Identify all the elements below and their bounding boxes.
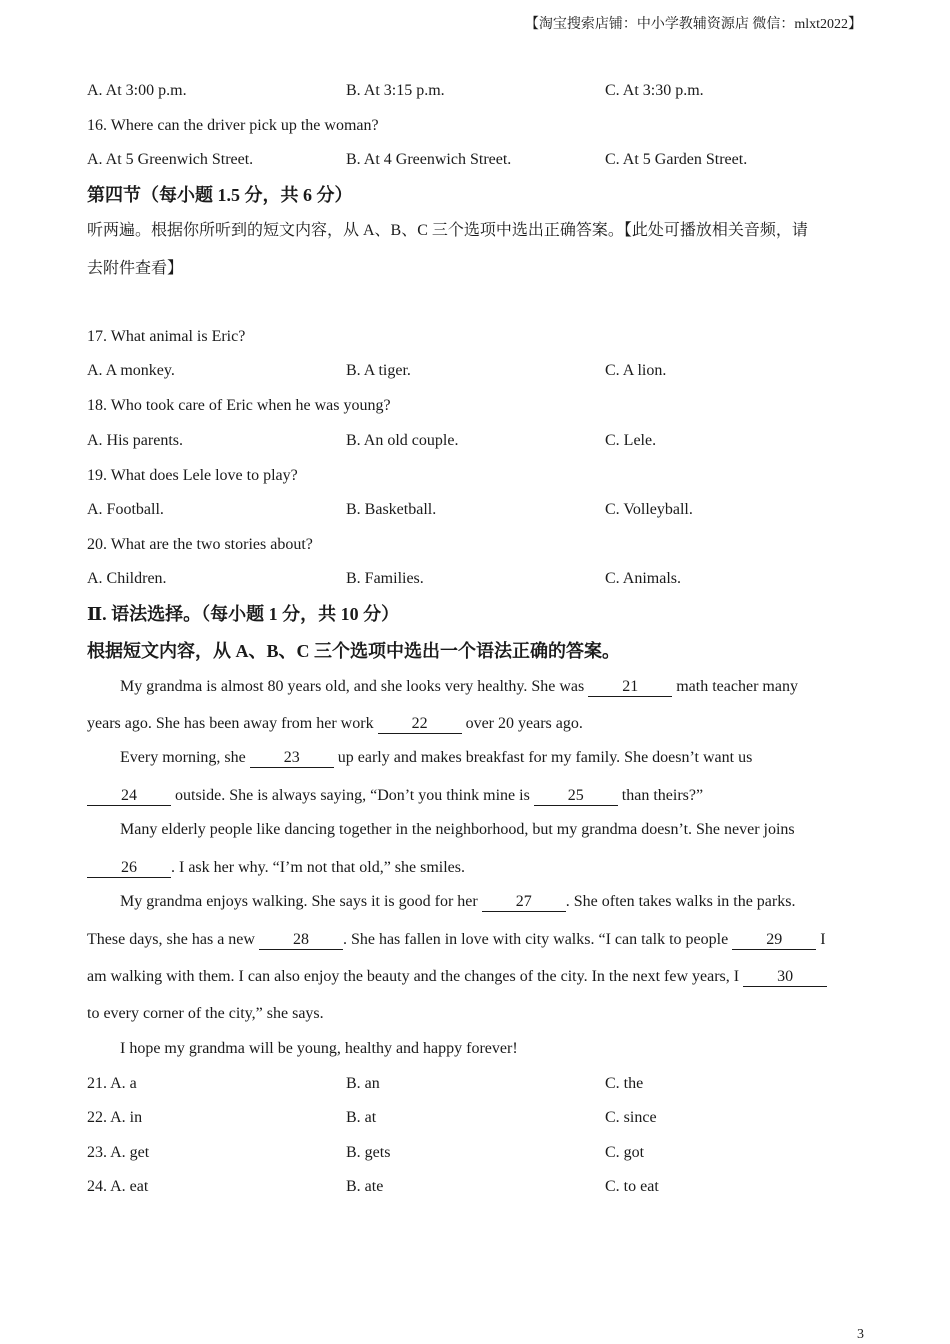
passage-line: [87, 786, 703, 806]
q23-option-c: C. got: [605, 1144, 645, 1161]
q20-option-c: C. Animals.: [605, 570, 682, 587]
passage-text: . She often takes walks in the parks.: [565, 893, 796, 910]
q18-option-b: B. An old couple.: [346, 432, 459, 449]
q17-option-c: C. A lion.: [605, 362, 667, 379]
q21-option-c: C. the: [605, 1075, 644, 1092]
passage-text: My grandma enjoys walking. She says it is good for her: [120, 893, 482, 910]
blank-27: 27: [482, 893, 566, 912]
blank-25: 25: [534, 787, 618, 806]
blank-30: 30: [743, 968, 827, 987]
blank-22: 22: [378, 715, 462, 734]
q22-option-a: 22. A. in: [87, 1109, 143, 1126]
passage-text: Every morning, she: [120, 749, 250, 766]
q15-option-b: B. At 3:15 p.m.: [346, 82, 445, 99]
header-note: 【淘宝搜索店铺：中小学教辅资源店 微信：mlxt2022】: [524, 17, 862, 32]
q24-option-b: B. ate: [346, 1178, 384, 1195]
blank-23: 23: [250, 749, 334, 768]
q20-option-a: A. Children.: [87, 570, 167, 587]
q15-option-c: C. At 3:30 p.m.: [605, 82, 704, 99]
passage-text: These days, she has a new: [87, 931, 259, 948]
page-number: 3: [857, 1327, 864, 1342]
passage-line: [87, 858, 465, 878]
q16-option-c: C. At 5 Garden Street.: [605, 151, 748, 168]
passage-text: am walking with them. I can also enjoy the beauty and the changes of the city. In the next few years, I: [87, 968, 744, 985]
passage-text: outside. She is always saying, “Don’t you think mine is: [171, 787, 534, 804]
blank-26: 26: [87, 859, 171, 878]
passage-text: to every corner of the city,” she says.: [87, 1005, 324, 1022]
passage-line: [120, 892, 795, 912]
q21-option-a: 21. A. a: [87, 1075, 137, 1092]
q23-option-a: 23. A. get: [87, 1144, 150, 1161]
passage-text: . I ask her why. “I’m not that old,” she smiles.: [171, 859, 466, 876]
q20-question: 20. What are the two stories about?: [87, 536, 313, 553]
passage-text: . She has fallen in love with city walks. “I can talk to people: [342, 931, 733, 948]
q15-option-a: A. At 3:00 p.m.: [87, 82, 187, 99]
passage-text: My grandma is almost 80 years old, and she looks very healthy. She was: [120, 678, 589, 695]
section4-instruction-line2: 去附件查看】: [87, 260, 184, 277]
q24-option-a: 24. A. eat: [87, 1178, 149, 1195]
q16-option-a: A. At 5 Greenwich Street.: [87, 151, 254, 168]
q22-option-b: B. at: [346, 1109, 377, 1126]
q19-option-c: C. Volleyball.: [605, 501, 693, 518]
passage-line: [120, 748, 752, 768]
q17-question: 17. What animal is Eric?: [87, 328, 246, 345]
passage-line: [87, 967, 827, 987]
blank-28: 28: [259, 931, 343, 950]
q23-option-b: B. gets: [346, 1144, 391, 1161]
q16-option-b: B. At 4 Greenwich Street.: [346, 151, 512, 168]
passage-text: up early and makes breakfast for my family. She doesn’t want us: [333, 749, 753, 766]
grammar-section-instruction: 根据短文内容，从 A、B、C 三个选项中选出一个语法正确的答案。: [87, 641, 621, 661]
blank-21: 21: [588, 678, 672, 697]
q19-question: 19. What does Lele love to play?: [87, 467, 298, 484]
passage-text: math teacher many: [672, 678, 798, 695]
passage-line: [87, 714, 583, 734]
q22-option-c: C. since: [605, 1109, 657, 1126]
passage-text: Many elderly people like dancing together in the neighborhood, but my grandma doesn’t. She never joins: [120, 821, 795, 838]
passage-text: over 20 years ago.: [461, 715, 583, 732]
section4-title: 第四节（每小题 1.5 分，共 6 分）: [87, 185, 353, 205]
passage-text: than theirs?”: [617, 787, 704, 804]
q21-option-b: B. an: [346, 1075, 380, 1092]
passage-text: I hope my grandma will be young, healthy and happy forever!: [120, 1040, 518, 1057]
q16-question: 16. Where can the driver pick up the woman?: [87, 117, 379, 134]
q19-option-b: B. Basketball.: [346, 501, 437, 518]
passage-text: years ago. She has been away from her work: [87, 715, 378, 732]
q19-option-a: A. Football.: [87, 501, 164, 518]
passage-line: [120, 1039, 518, 1059]
blank-24: 24: [87, 787, 171, 806]
passage-text: I: [816, 931, 826, 948]
passage-line: [87, 1004, 324, 1024]
q24-option-c: C. to eat: [605, 1178, 659, 1195]
q17-option-b: B. A tiger.: [346, 362, 411, 379]
blank-29: 29: [732, 931, 816, 950]
grammar-section-title: Ⅱ. 语法选择。（每小题 1 分，共 10 分）: [87, 604, 400, 624]
q17-option-a: A. A monkey.: [87, 362, 175, 379]
passage-line: [87, 930, 826, 950]
passage-line: [120, 820, 795, 840]
q18-option-a: A. His parents.: [87, 432, 183, 449]
passage-line: [120, 677, 798, 697]
q20-option-b: B. Families.: [346, 570, 424, 587]
section4-instruction-line1: 听两遍。根据你所听到的短文内容，从 A、B、C 三个选项中选出正确答案。【此处可播放相关音频，请: [87, 222, 808, 239]
q18-question: 18. Who took care of Eric when he was young?: [87, 397, 391, 414]
q18-option-c: C. Lele.: [605, 432, 657, 449]
